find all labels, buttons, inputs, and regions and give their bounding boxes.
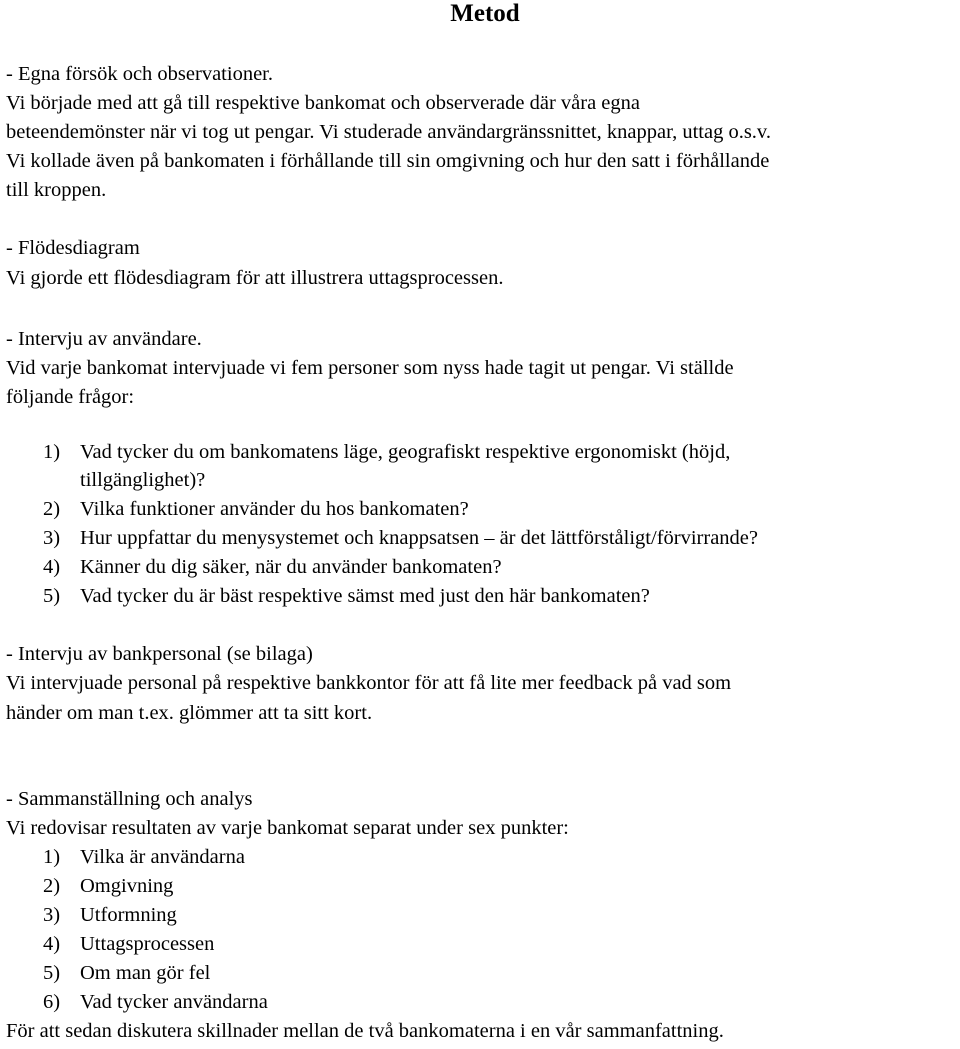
paragraph-line: För att sedan diskutera skillnader mellan de två bankomaterna i en vår sammanfattning. [6, 1020, 724, 1042]
list-item [43, 903, 177, 927]
paragraph-line: Vi gjorde ett flödesdiagram för att illustrera uttagsprocessen. [6, 267, 504, 289]
page-title: Metod [450, 0, 520, 27]
list-text: Hur uppfattar du menysystemet och knappsatsen – är det lättförståligt/förvirrande? [80, 527, 758, 549]
list-text: Omgivning [80, 875, 174, 897]
paragraph-line: Vi kollade även på bankomaten i förhållande till sin omgivning och hur den satt i förhållande [6, 150, 770, 172]
list-text: Vad tycker du om bankomatens läge, geografiskt respektive ergonomiskt (höjd, [80, 441, 731, 463]
paragraph-line: Vi redovisar resultaten av varje bankomat separat under sex punkter: [6, 817, 569, 839]
paragraph-line: beteendemönster när vi tog ut pengar. Vi studerade användargränssnittet, knappar, uttag o.s.v. [6, 121, 771, 143]
paragraph-line: följande frågor: [6, 386, 135, 408]
paragraph-line: händer om man t.ex. glömmer att ta sitt kort. [6, 702, 373, 724]
list-number: 1) [43, 441, 61, 463]
list-number: 3) [43, 904, 61, 926]
list-number: 6) [43, 991, 61, 1013]
list-text: Vad tycker du är bäst respektive sämst med just den här bankomaten? [80, 585, 650, 607]
list-item [43, 990, 268, 1014]
list-text: Känner du dig säker, när du använder bankomaten? [80, 556, 502, 578]
section-heading-observations: - Egna försök och observationer. [6, 63, 273, 85]
list-item [43, 932, 214, 956]
list-text: Uttagsprocessen [80, 933, 215, 955]
list-text: Utformning [80, 904, 177, 926]
paragraph-line: till kroppen. [6, 179, 107, 201]
section-heading-staff-interviews: - Intervju av bankpersonal (se bilaga) [6, 643, 313, 665]
list-text: Vilka är användarna [80, 846, 245, 868]
list-text: tillgänglighet)? [80, 469, 206, 491]
list-number: 4) [43, 556, 61, 578]
section-heading-user-interviews: - Intervju av användare. [6, 328, 202, 350]
list-number: 1) [43, 846, 61, 868]
list-number: 2) [43, 498, 61, 520]
section-heading-analysis: - Sammanställning och analys [6, 788, 253, 810]
list-item [43, 874, 173, 898]
list-number: 2) [43, 875, 61, 897]
list-number: 5) [43, 962, 61, 984]
paragraph-line: Vi började med att gå till respektive bankomat och observerade där våra egna [6, 92, 641, 114]
paragraph-line: Vi intervjuade personal på respektive bankkontor för att få lite mer feedback på vad som [6, 672, 732, 694]
list-text: Om man gör fel [80, 962, 211, 984]
section-heading-flowchart: - Flödesdiagram [6, 237, 140, 259]
paragraph-line: Vid varje bankomat intervjuade vi fem personer som nyss hade tagit ut pengar. Vi ställde [6, 357, 734, 379]
list-item [43, 961, 210, 985]
list-number: 5) [43, 585, 61, 607]
list-text: Vad tycker användarna [80, 991, 268, 1013]
list-text: Vilka funktioner använder du hos bankomaten? [80, 498, 469, 520]
list-number: 3) [43, 527, 61, 549]
list-number: 4) [43, 933, 61, 955]
list-item [43, 845, 245, 869]
